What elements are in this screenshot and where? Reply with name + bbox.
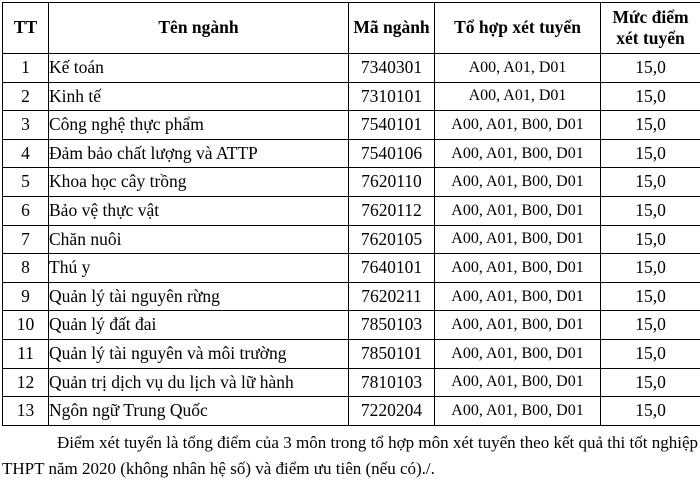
major-code: 7620211 — [349, 282, 435, 311]
subject-combination: A00, A01, B00, D01 — [435, 368, 601, 397]
major-code: 7220204 — [349, 397, 435, 426]
subject-combination: A00, A01, B00, D01 — [435, 311, 601, 340]
major-code: 7810103 — [349, 368, 435, 397]
admission-table — [2, 2, 700, 426]
subject-combination: A00, A01, B00, D01 — [435, 397, 601, 426]
major-name: Thú y — [49, 254, 349, 283]
admission-score: 15,0 — [601, 397, 700, 426]
admission-score: 15,0 — [601, 139, 700, 168]
row-number: 1 — [3, 54, 49, 83]
admission-note: Điểm xét tuyển là tổng điểm của 3 môn trong tổ hợp môn xét tuyển theo kết quả thi tốt nghiệp THPT năm 2020 (không nhân hệ số) và điểm ưu tiên (nếu có)./. — [2, 433, 698, 479]
major-code: 7620105 — [349, 225, 435, 254]
major-code: 7850101 — [349, 339, 435, 368]
row-number: 4 — [3, 139, 49, 168]
subject-combination: A00, A01, B00, D01 — [435, 254, 601, 283]
table-row — [3, 82, 700, 111]
table-row — [3, 168, 700, 197]
row-number: 2 — [3, 82, 49, 111]
header-name: Tên ngành — [49, 3, 349, 54]
table-row — [3, 139, 700, 168]
admission-score: 15,0 — [601, 254, 700, 283]
admission-score: 15,0 — [601, 196, 700, 225]
table-row — [3, 54, 700, 83]
major-code: 7640101 — [349, 254, 435, 283]
major-code: 7340301 — [349, 54, 435, 83]
major-name: Đảm bảo chất lượng và ATTP — [49, 139, 349, 168]
row-number: 5 — [3, 168, 49, 197]
subject-combination: A00, A01, B00, D01 — [435, 196, 601, 225]
subject-combination: A00, A01, D01 — [435, 82, 601, 111]
admission-score: 15,0 — [601, 339, 700, 368]
table-row — [3, 225, 700, 254]
subject-combination: A00, A01, B00, D01 — [435, 282, 601, 311]
table-body — [3, 54, 700, 426]
admission-score: 15,0 — [601, 168, 700, 197]
major-code: 7620112 — [349, 196, 435, 225]
major-name: Chăn nuôi — [49, 225, 349, 254]
subject-combination: A00, A01, B00, D01 — [435, 168, 601, 197]
admission-score: 15,0 — [601, 282, 700, 311]
table-row — [3, 282, 700, 311]
admission-score: 15,0 — [601, 311, 700, 340]
row-number: 3 — [3, 111, 49, 140]
major-code: 7540101 — [349, 111, 435, 140]
major-name: Công nghệ thực phẩm — [49, 111, 349, 140]
admission-score: 15,0 — [601, 82, 700, 111]
row-number: 12 — [3, 368, 49, 397]
admission-score: 15,0 — [601, 111, 700, 140]
table-row — [3, 196, 700, 225]
table-row — [3, 254, 700, 283]
admission-score: 15,0 — [601, 54, 700, 83]
header-code: Mã ngành — [349, 3, 435, 54]
row-number: 6 — [3, 196, 49, 225]
row-number: 13 — [3, 397, 49, 426]
row-number: 11 — [3, 339, 49, 368]
table-row — [3, 111, 700, 140]
major-code: 7540106 — [349, 139, 435, 168]
subject-combination: A00, A01, B00, D01 — [435, 139, 601, 168]
major-name: Kinh tế — [49, 82, 349, 111]
header-score: Mức điểm xét tuyển — [601, 3, 700, 54]
row-number: 7 — [3, 225, 49, 254]
major-name: Quản trị dịch vụ du lịch và lữ hành — [49, 368, 349, 397]
major-code: 7850103 — [349, 311, 435, 340]
subject-combination: A00, A01, B00, D01 — [435, 225, 601, 254]
major-code: 7310101 — [349, 82, 435, 111]
table-row — [3, 397, 700, 426]
table-header — [3, 3, 700, 54]
row-number: 8 — [3, 254, 49, 283]
major-name: Quản lý tài nguyên rừng — [49, 282, 349, 311]
major-name: Ngôn ngữ Trung Quốc — [49, 397, 349, 426]
major-name: Khoa học cây trồng — [49, 168, 349, 197]
header-tt: TT — [3, 3, 49, 54]
major-name: Bảo vệ thực vật — [49, 196, 349, 225]
subject-combination: A00, A01, B00, D01 — [435, 111, 601, 140]
row-number: 10 — [3, 311, 49, 340]
subject-combination: A00, A01, B00, D01 — [435, 339, 601, 368]
header-combo: Tổ hợp xét tuyển — [435, 3, 601, 54]
subject-combination: A00, A01, D01 — [435, 54, 601, 83]
major-name: Quản lý tài nguyên và môi trường — [49, 339, 349, 368]
major-name: Quản lý đất đai — [49, 311, 349, 340]
major-name: Kế toán — [49, 54, 349, 83]
row-number: 9 — [3, 282, 49, 311]
table-row — [3, 311, 700, 340]
header-row — [3, 3, 700, 54]
admission-score: 15,0 — [601, 225, 700, 254]
table-row — [3, 339, 700, 368]
table-row — [3, 368, 700, 397]
major-code: 7620110 — [349, 168, 435, 197]
admission-score: 15,0 — [601, 368, 700, 397]
